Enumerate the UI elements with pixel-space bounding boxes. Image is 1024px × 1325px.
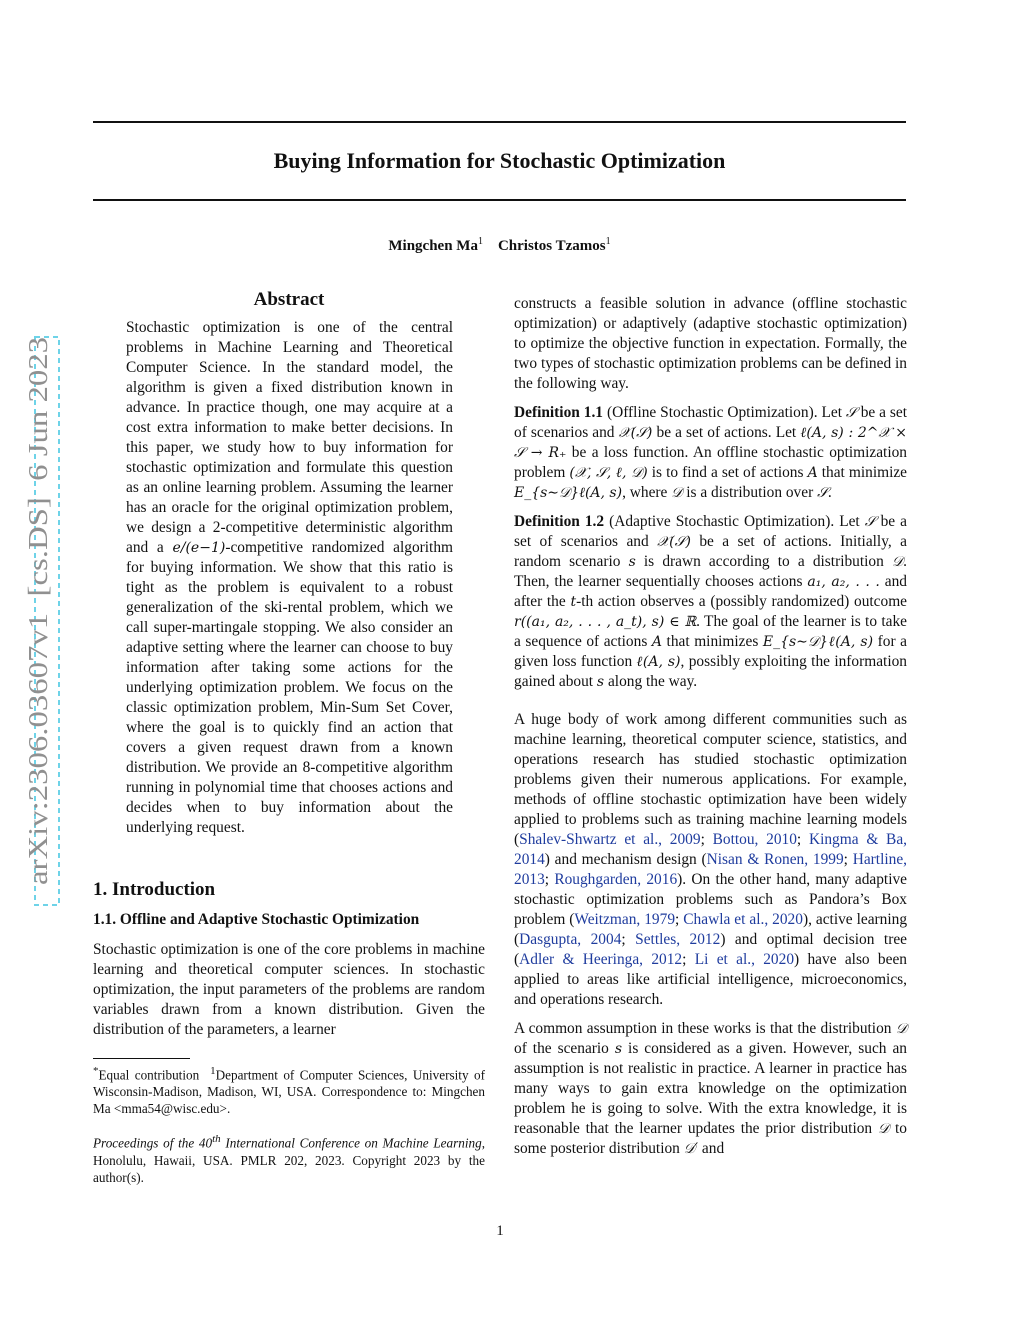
text: , possibly exploiting the information gained about — [514, 653, 907, 690]
text: A huge body of work among different communities such as machine learning, theoretical computer science, statistics, and operations research has studied stochastic optimization problems given their numerous applications. For example, methods of offline stochastic optimization have been widely applied to problems such as training machine learning models ( — [514, 711, 907, 848]
abstract-text: Stochastic optimization is one of the central problems in Machine Learning and Theoretical Computer Science. In the standard model, the algorithm is given a fixed distribution known in advance. In practice though, one may acquire at a cost extra information to make better decisions. In this paper, we study how to buy information for stochastic optimization and formulate this question as an online learning problem. Assuming the learner has an oracle for the original optimization problem, we design a 2-competitive deterministic algorithm and a — [126, 319, 453, 556]
text: be a set of actions. Initially, a random scenario — [514, 533, 908, 570]
math-inline: 𝒮 — [864, 514, 876, 530]
author-name: Mingchen Ma — [388, 238, 478, 254]
footnote-mark: * — [93, 1065, 99, 1077]
math-inline: 𝒟 — [895, 1021, 907, 1037]
arxiv-stamp — [23, 334, 62, 908]
citation-link[interactable]: Weitzman, 1979 — [574, 911, 676, 928]
subsection-heading: 1.1. Offline and Adaptive Stochastic Optimization — [93, 911, 420, 928]
text: , where — [622, 484, 672, 501]
text: is drawn according to a distribution — [635, 553, 892, 570]
intro-paragraph: Stochastic optimization is one of the core problems in machine learning and theoretical computer sciences. In stochastic optimization, the input parameters of the problems are random variables drawn from a known distribution. Given the distribution of the parameters, a learner — [93, 941, 485, 1038]
paper-title: Buying Information for Stochastic Optimization — [273, 148, 726, 173]
author-list — [93, 236, 906, 255]
math-inline: r((a₁, a₂, . . . , a_t), s) ∈ ℝ — [514, 614, 697, 630]
abstract-body — [126, 318, 453, 838]
math-inline: 𝒟 — [891, 554, 904, 570]
footnote-affiliations — [93, 1063, 485, 1117]
body-paragraph — [514, 1019, 907, 1159]
left-column — [93, 290, 485, 1186]
definition-name: (Adaptive Stochastic Optimization). — [609, 513, 835, 530]
footnote-affil-text: Department of Computer Sciences, University of Wisconsin-Madison, Madison, WI, USA. Correspondence to: Mingchen Ma <mma54@wisc.edu>. — [93, 1067, 485, 1117]
citation-link[interactable]: Nisan & Ronen, 1999 — [706, 851, 844, 868]
right-column — [514, 294, 907, 1168]
definition-name: (Offline Stochastic Optimization). — [606, 404, 818, 421]
definition-offline — [514, 403, 907, 503]
math-inline: A — [807, 465, 818, 481]
proceedings-italic: Proceedings of the 40 — [93, 1135, 213, 1151]
math-inline: 𝒮 — [845, 405, 857, 421]
text: is to find a set of actions — [647, 464, 808, 481]
math-inline: s — [628, 554, 636, 570]
math-inline: E_{s∼𝒟}ℓ(A, s) — [514, 485, 623, 501]
text: ). On the other hand, many adaptive stochastic optimization problems such as Pandora’s Box problem ( — [514, 871, 907, 928]
math-inline: (𝒳, 𝒮, ℓ, 𝒟) — [569, 465, 648, 481]
text: ) have also been applied to areas like artificial intelligence, microeconomics, and operations research. — [514, 951, 907, 1008]
text: for a given loss function — [514, 633, 907, 670]
text: is a distribution over — [682, 484, 818, 501]
math-inline: E_{s∼𝒟}ℓ(A, s) — [762, 634, 874, 650]
math-inline: 𝒳(𝒮) — [657, 534, 691, 550]
text: Let — [817, 404, 846, 421]
abstract-heading: Abstract — [253, 289, 325, 310]
text: along the way. — [604, 673, 698, 690]
definition-label: Definition 1.1 — [514, 404, 604, 421]
math-inline: 𝒮 — [817, 485, 828, 501]
math-inline: t — [570, 594, 577, 610]
author-affil-mark: 1 — [477, 236, 483, 247]
footnote-equal: Equal contribution — [98, 1067, 200, 1083]
math-inline: a₁, a₂, . . . — [807, 574, 880, 590]
text: to some posterior distribution — [514, 1120, 907, 1157]
text: that minimize — [817, 464, 908, 481]
body-paragraph: A huge body of work among different communities such as machine learning, theoretical computer science, statistics, and operations research has studied stochastic optimization problems given their numerous applications. For example, methods of offline stochastic optimization have been widely applied to problems such as training machine learning models (Shalev-Shwartz et al., 2009; Bottou, 2010; Kingma & Ba, 2014) and mechanism design (Nisan & Ronen, 1999; Hartline, 2013; Roughgarden, 2016). On the other hand, many adaptive stochastic optimization problems such as Pandora’s Box problem (Weitzman, 1979; Chawla et al., 2020), active learning (Dasgupta, 2004; Settles, 2012) and optimal decision tree (Adler & Heeringa, 2012; Li et al., 2020) have also been applied to areas like artificial intelligence, microeconomics, and operations research. — [514, 711, 908, 1008]
text: of the scenario — [514, 1040, 615, 1057]
text: be a set of scenarios and — [514, 513, 907, 550]
math-inline: 𝒟 — [671, 485, 683, 501]
text: -th action observes a (possibly randomized) outcome — [576, 593, 907, 610]
title-rule-bottom — [93, 199, 906, 201]
footnote-affil-mark: 1 — [210, 1065, 216, 1077]
text: be a set of scenarios and — [514, 404, 907, 441]
text: be a set of actions. Let — [652, 424, 801, 441]
footnote-proceedings — [93, 1131, 485, 1185]
text: ) and optimal decision tree ( — [514, 931, 907, 968]
citation-link[interactable]: Kingma & Ba, 2014 — [514, 831, 907, 868]
citation-link[interactable]: Bottou, 2010 — [712, 831, 797, 848]
footnote-rule — [93, 1058, 190, 1059]
math-inline: A — [651, 634, 662, 650]
citation-link[interactable]: Dasgupta, 2004 — [519, 931, 622, 948]
citation-link[interactable]: Li et al., 2020 — [694, 951, 795, 968]
section-heading: 1. Introduction — [93, 879, 216, 900]
math-inline: 𝒟′ — [683, 1141, 699, 1157]
text: and — [698, 1140, 725, 1157]
abstract-text: -competitive randomized algorithm for buying information. We show that this ratio is tight as the problem is equivalent to a robust generalization of the ski-rental problem, which we call super-martingale stopping. We also consider an adaptive setting where the learner can choose to buy information after taking some actions for the underlying optimization problem. We focus on the classic optimization problem, Min-Sum Set Cover, where the goal is to quickly find an action that covers a given request drawn from a known distribution. We provide an 8-competitive algorithm running in polynomial time that chooses actions and decides when to buy information about the underlying request. — [126, 539, 454, 836]
text: and after the — [514, 573, 907, 610]
proceedings-sup: th — [212, 1133, 221, 1146]
citation-link[interactable]: Adler & Heeringa, 2012 — [519, 951, 683, 968]
text: A common assumption in these works is that the distribution — [514, 1020, 896, 1037]
definition-label: Definition 1.2 — [514, 513, 605, 530]
math-inline: s — [596, 674, 605, 690]
text: . Then, the learner sequentially chooses actions — [514, 553, 907, 590]
intro-paragraph-cont: constructs a feasible solution in advance (offline stochastic optimization) or adaptively (adaptive stochastic optimization) to optimize the objective function in expectation. Formally, the two types of stochastic optimization problems can be defined in the following way. — [514, 295, 907, 392]
arxiv-stamp-text: arXiv:2306.03607v1 [cs.DS] 6 Jun 2023 — [23, 433, 53, 885]
citation-link[interactable]: Shalev-Shwartz et al., 2009 — [519, 831, 701, 848]
text: Let — [834, 513, 865, 530]
math-inline: e/(e−1) — [172, 540, 226, 556]
definition-adaptive — [514, 512, 907, 692]
text: ) and mechanism design ( — [544, 851, 707, 868]
math-inline: s — [614, 1041, 623, 1057]
math-inline: 𝒳(𝒮) — [618, 425, 653, 441]
citation-link[interactable]: Hartline, 2013 — [514, 851, 908, 888]
citation-link[interactable]: Settles, 2012 — [635, 931, 721, 948]
page-number: 1 — [496, 1223, 504, 1239]
math-inline: 𝒟 — [877, 1121, 890, 1137]
text: . — [827, 484, 832, 501]
citation-link[interactable]: Chawla et al., 2020 — [683, 911, 803, 928]
text: that minimizes — [662, 633, 763, 650]
proceedings-italic: International Conference on Machine Learning — [220, 1135, 482, 1151]
title-rule-top — [93, 121, 906, 123]
proceedings-text: , Honolulu, Hawaii, USA. PMLR 202, 2023. Copyright 2023 by the author(s). — [93, 1135, 485, 1185]
math-inline: ℓ(A, s) — [636, 654, 681, 670]
citation-link[interactable]: Roughgarden, 2016 — [554, 871, 678, 888]
text: is considered as a given. However, such an assumption is not realistic in practice. A learner in practice has many ways to gain extra knowledge on the optimization problem he is going to solve. With the extra knowledge, it is reasonable that the learner updates the prior distribution — [514, 1040, 907, 1137]
text: ), active learning ( — [514, 911, 908, 948]
math-inline: ℓ(A, s) : 2^𝒳 × 𝒮 → R₊ — [514, 425, 907, 461]
author-affil-mark: 1 — [605, 236, 611, 247]
text: be a loss function. An offline stochastic optimization problem — [514, 444, 907, 481]
text: . The goal of the learner is to take a sequence of actions — [514, 613, 907, 650]
author-name: Christos Tzamos — [497, 238, 606, 254]
